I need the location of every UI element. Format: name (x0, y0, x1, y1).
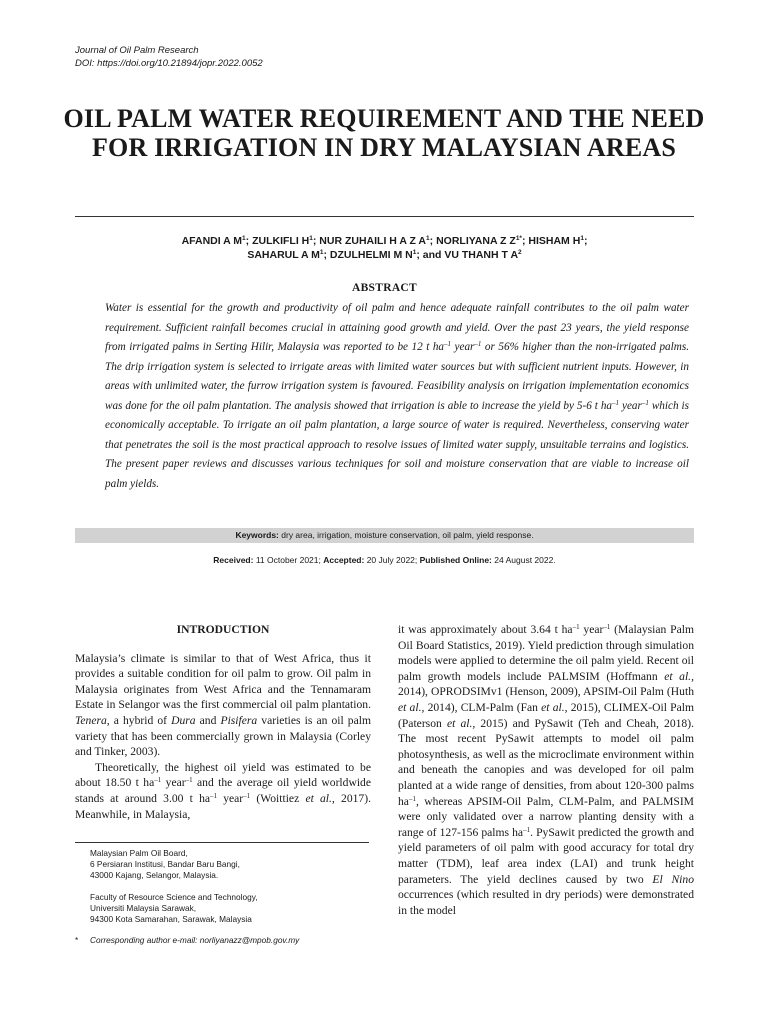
journal-name: Journal of Oil Palm Research (75, 45, 199, 56)
accepted-date: 20 July 2022; (364, 555, 420, 565)
author-affiliation-mark: 2 (518, 249, 522, 256)
author-name: NORLIYANA Z Z (436, 235, 516, 247)
received-label: Received: (213, 555, 254, 565)
keywords-text: dry area, irrigation, moisture conservation, oil palm, yield response. (278, 530, 534, 540)
author-separator: ; (429, 235, 437, 247)
title-divider (75, 216, 694, 217)
author-name: ZULKIFLI H (252, 235, 310, 247)
footnote-divider (75, 842, 369, 843)
author-name: AFANDI A M (181, 235, 243, 247)
author-affiliation-mark: 1 (242, 235, 246, 242)
accepted-label: Accepted: (323, 555, 365, 565)
body-column-left (75, 622, 371, 822)
author-affiliation-mark: 1* (515, 235, 522, 242)
publication-dates (75, 555, 694, 565)
doi: DOI: https://doi.org/10.21894/jopr.2022.0052 (75, 58, 263, 69)
abstract-heading: ABSTRACT (351, 282, 418, 294)
corresponding-author-mark: * (75, 935, 79, 945)
author-separator: ; (583, 235, 588, 247)
author-affiliation-mark: 1 (309, 235, 313, 242)
intro-paragraph-1: Malaysia’s climate is similar to that of West Africa, thus it provides a suitable condition for oil palm to grow. Oil palm in Malaysia originates from West Africa and the Tennamaram Estate in Selangor was the first commercial oil palm plantation. Tenera, a hybrid of Dura and Pisifera varieties is an oil palm variety that has been commercially grown in Malaysia (Corley and Tinker, 2003). (75, 651, 371, 759)
author-separator: ; (521, 235, 529, 247)
intro-paragraph-2: Theoretically, the highest oil yield was estimated to be about 18.50 t $ha^{-1}$ year$^{-1}$ and the average oil yield worldwide stands at around 3.00 t $ha^{-1}$ year$^{-1}$ (Woittiez et al., 2017). Meanwhile, in Malaysia, (75, 760, 371, 821)
abstract-text: Water is essential for the growth and productivity of oil palm and hence adequate rainfall contributes to the oil palm water requirement. Sufficient rainfall becomes crucial in attaining good growth and yield. Over the past 23 years, the yield response from irrigated palms in Serting Hilir, Malaysia was reported to be 12 t $ha^{-1}$ year$^{-1}$ or 56% higher than the non-irrigated palms. The drip irrigation system is selected to irrigate areas with limited water sources but with sufficient nutrient inputs. However, in areas with unlimited water, the furrow irrigation system is favoured. Feasibility analysis on irrigation implementation economics was done for the oil palm plantation. The analysis showed that irrigation is able to increase the yield by 5-6 t $ha^{-1}$ year$^{-1}$ which is economically acceptable. To irrigate an oil palm plantation, a large source of water is required. Nevertheless, conserving water that penetrates the soil is the most practical approach to resolve issues of limited water supply, unsuitable terrains and logistics. The present paper reviews and discusses various techniques for soil and moisture conservation that are viable to increase oil palm yields. (105, 302, 689, 490)
author-line-1 (75, 234, 694, 248)
author-list (75, 234, 694, 262)
published-label: Published Online: (419, 555, 492, 565)
author-name: HISHAM H (528, 235, 581, 247)
author-name: NUR ZUHAILI H A Z A (319, 235, 427, 247)
keywords-bar (75, 528, 694, 543)
author-separator: ; (245, 235, 253, 247)
author-affiliation-mark: 1 (319, 249, 324, 256)
introduction-heading: INTRODUCTION (176, 623, 270, 636)
author-affiliation-mark: 1 (426, 235, 430, 242)
keywords-label: Keywords: (235, 530, 279, 540)
author-separator: ; (312, 235, 320, 247)
intro-paragraph-continued: it was approximately about 3.64 t $ha^{-1}$ year$^{-1}$ (Malaysian Palm Oil Board Statistics, 2019). Yield prediction through simulation models were applied to determine the oil palm yield. Recent oil palm growth models include PALMSIM (Hoffmann et al., 2014), OPRODSIMv1 (Henson, 2009), APSIM-Oil Palm (Huth et al., 2014), CLM-Palm (Fan et al., 2015), CLIMEX-Oil Palm (Paterson et al., 2015) and PySawit (Teh and Cheah, 2018). The most recent PySawit attempts to model oil palm photosynthesis, as well as the microclimate environment within and beneath the canopies and was developed for oil palm planted at a wide range of densities, from about 120-300 palms $ha^{-1}$, whereas APSIM-Oil Palm, CLM-Palm, and PALMSIM were only validated over a narrow planting density with a range of 127-156 palms $ha^{-1}$. PySawit predicted the growth and yield parameters of oil palm with good accuracy for total dry matter (TDM), leaf area index (LAI) and trunk height parameters. The yield declines caused by two El Nino occurrences (which resulted in dry periods) were demonstrated in the model (398, 623, 694, 917)
body-column-right (398, 622, 694, 918)
published-date: 24 August 2022. (491, 555, 556, 565)
author-name: SAHARUL A M (247, 249, 320, 261)
author-affiliation-mark: 1 (412, 249, 417, 256)
affiliation-1: Malaysian Palm Oil Board, 6 Persiaran Institusi, Bandar Baru Bangi, 43000 Kajang, Selangor, Malaysia. (90, 848, 240, 880)
journal-header (75, 44, 263, 70)
author-affiliation-mark: 1 (580, 235, 584, 242)
author-separator: ; and (416, 249, 445, 261)
author-name: VU THANH T A (444, 249, 519, 261)
paper-title: OIL PALM WATER REQUIREMENT AND THE NEED FOR IRRIGATION IN DRY MALAYSIAN AREAS (63, 104, 705, 162)
author-name: DZULHELMI M N (329, 249, 413, 261)
received-date: 11 October 2021; (253, 555, 324, 565)
affiliation-2: Faculty of Resource Science and Technology, Universiti Malaysia Sarawak, 94300 Kota Samarahan, Sarawak, Malaysia (90, 892, 258, 924)
author-line-2 (75, 248, 694, 262)
corresponding-author-email: Corresponding author e-mail: norliyanazz@mpob.gov.my (90, 935, 300, 945)
author-separator: ; (323, 249, 330, 261)
